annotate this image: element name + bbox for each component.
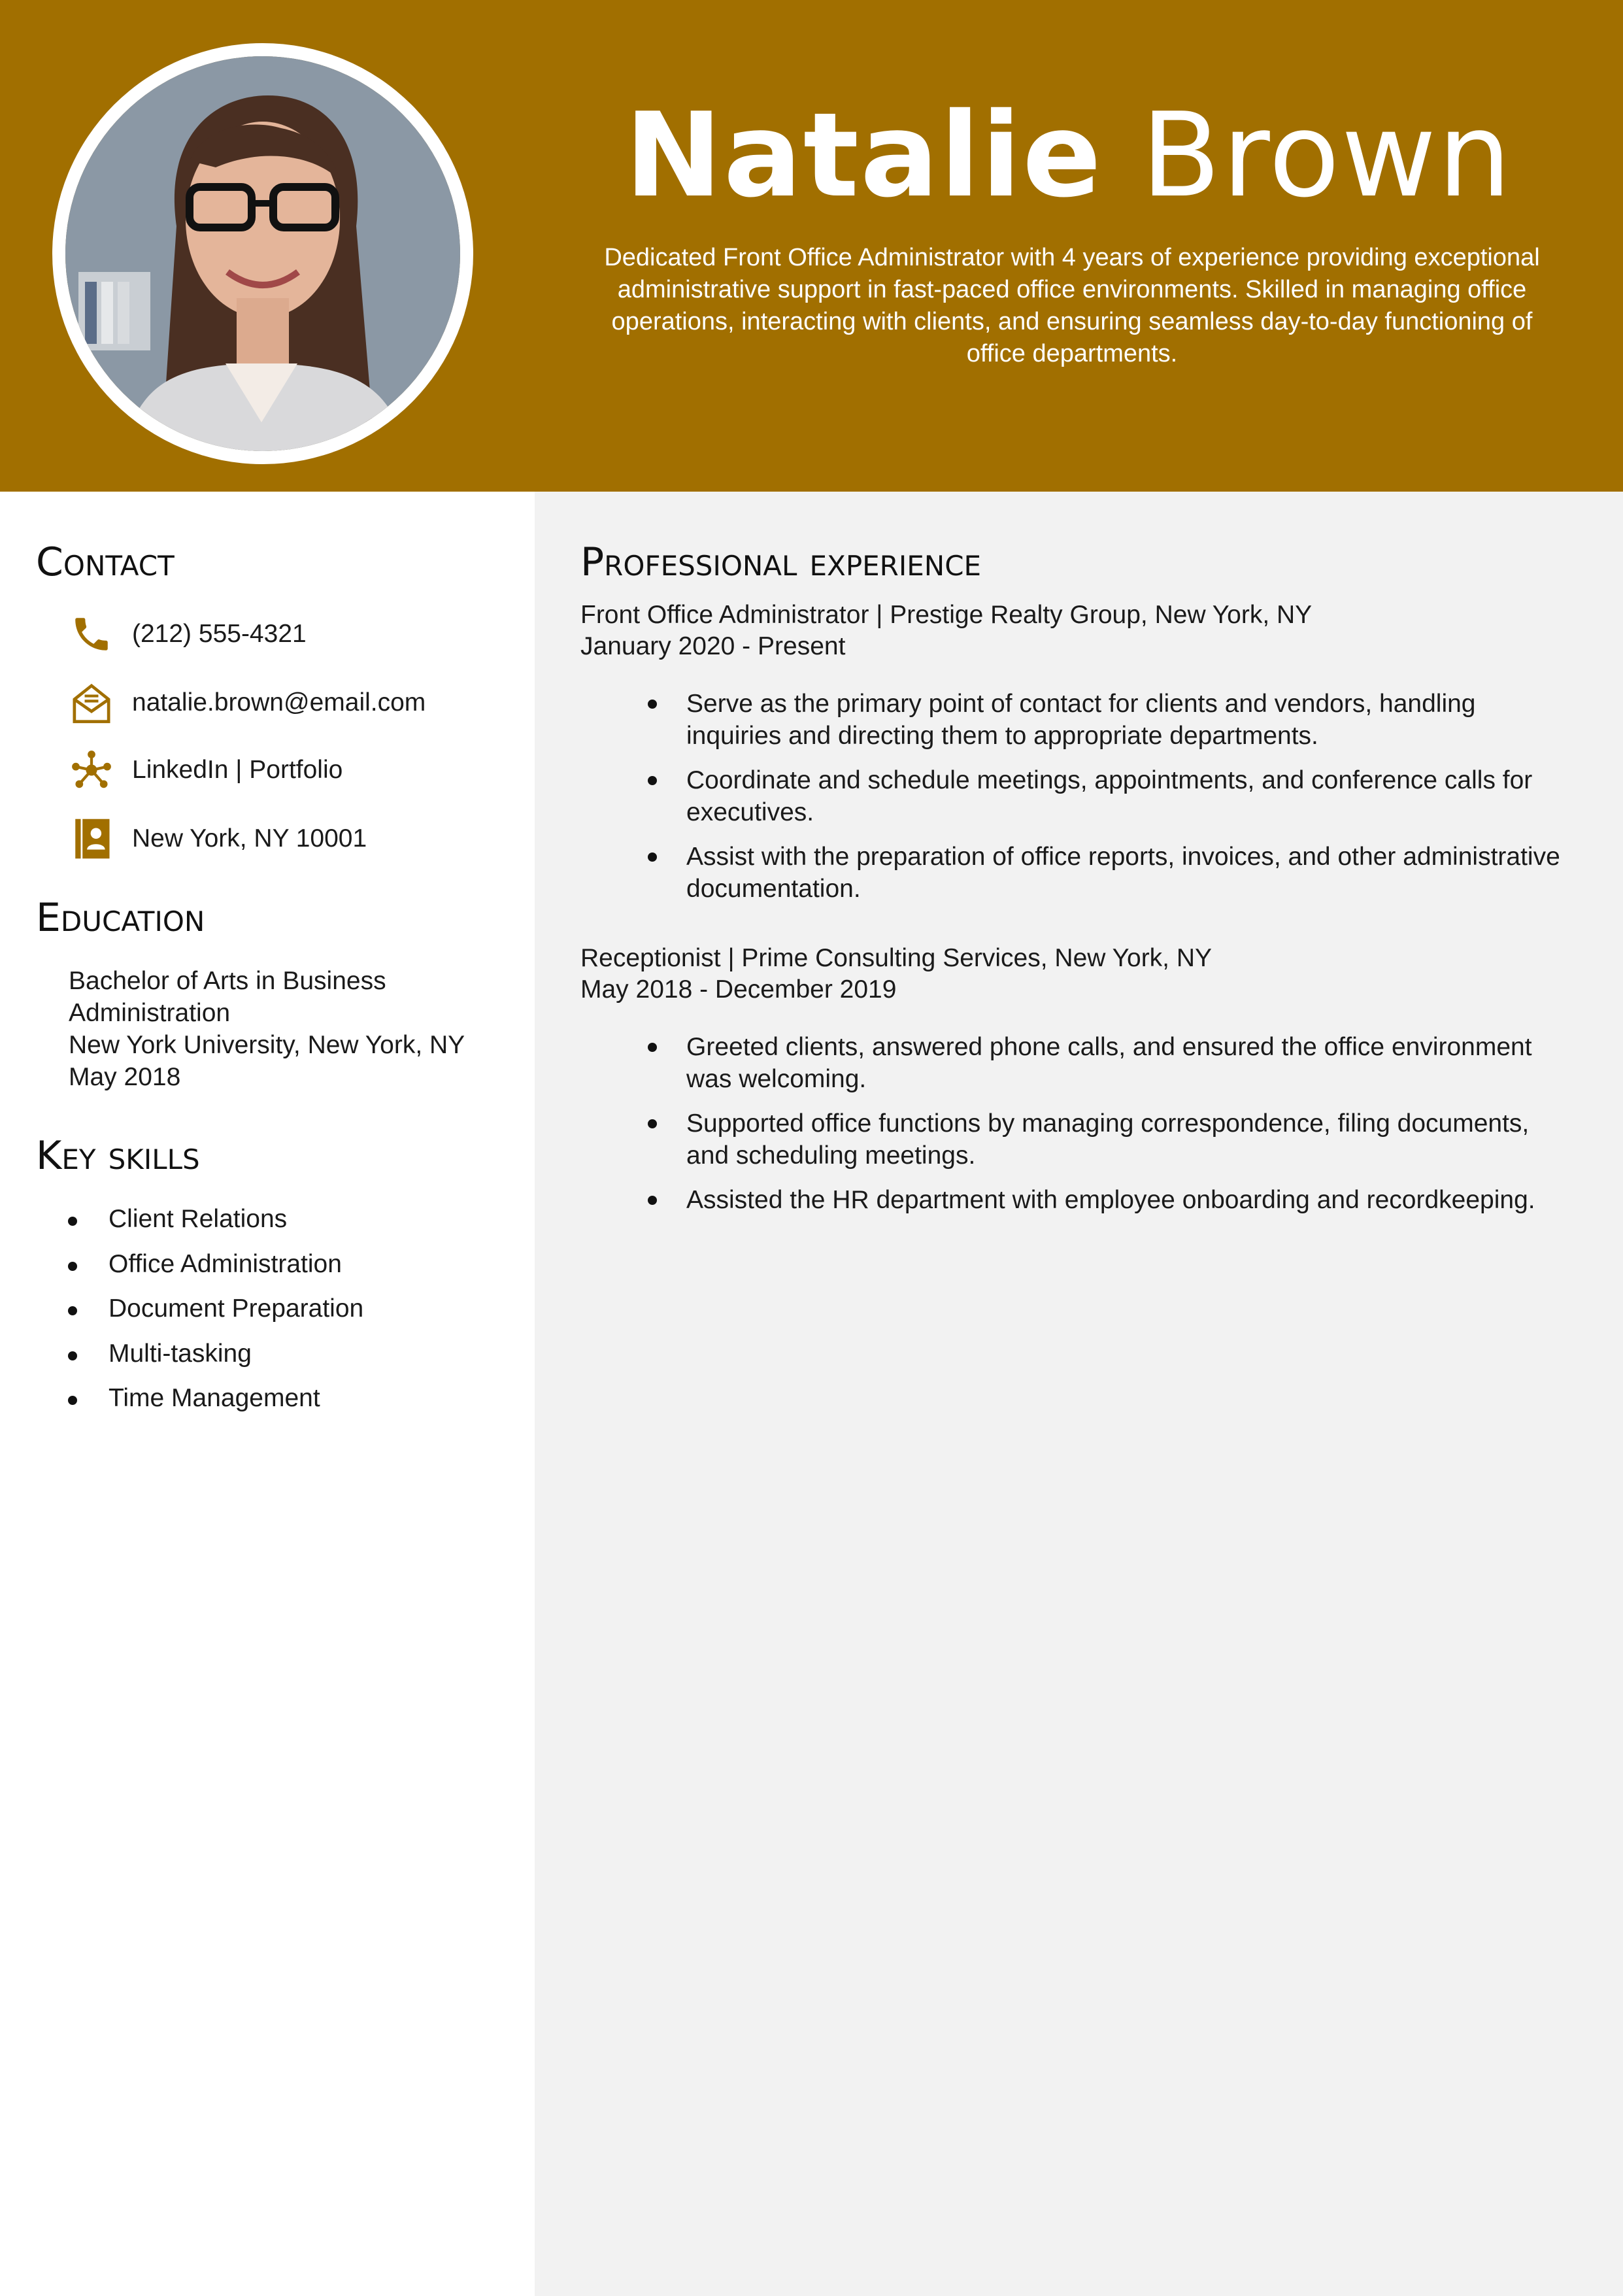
skill-item: Office Administration	[65, 1241, 363, 1287]
contact-phone	[65, 608, 307, 660]
bullet-item: Serve as the primary point of contact for clients and vendors, handling inquiries and directing them to appropriate departments.	[580, 688, 1574, 752]
skill-item: Multi-tasking	[65, 1331, 363, 1376]
experience-heading: Professional experience	[580, 539, 982, 585]
skills-heading: Key skills	[36, 1133, 200, 1179]
job-title: Receptionist | Prime Consulting Services, New York, NY	[580, 944, 1213, 972]
education-heading: Education	[36, 895, 205, 941]
profile-photo	[65, 56, 460, 451]
job-dates: May 2018 - December 2019	[580, 975, 897, 1004]
job-2-header	[580, 943, 1212, 1005]
candidate-name	[588, 84, 1549, 228]
skill-item: Document Preparation	[65, 1286, 363, 1331]
job-1-bullets	[580, 688, 1574, 905]
bullet-item: Coordinate and schedule meetings, appointments, and conference calls for executives.	[580, 764, 1574, 828]
email-icon	[65, 677, 118, 729]
skills-list	[65, 1196, 363, 1421]
bullet-item: Supported office functions by managing correspondence, filing documents, and scheduling meetings.	[580, 1107, 1574, 1172]
job-1-header	[580, 599, 1312, 662]
contact-heading: Contact	[36, 539, 175, 585]
education-entry	[69, 965, 500, 1093]
skill-item: Time Management	[65, 1376, 363, 1421]
phone-icon	[65, 608, 118, 660]
skill-item: Client Relations	[65, 1196, 363, 1241]
contact-links	[65, 744, 343, 796]
contact-email	[65, 677, 426, 729]
degree-line-1: Bachelor of Arts in Business	[69, 967, 386, 995]
first-name: Natalie	[624, 88, 1103, 223]
school: New York University, New York, NY	[69, 1031, 465, 1059]
phone-number: (212) 555-4321	[132, 620, 307, 648]
contact-location	[65, 813, 367, 865]
bullet-item: Assist with the preparation of office reports, invoices, and other administrative documentation.	[580, 841, 1574, 905]
job-2-bullets	[580, 1031, 1574, 1216]
graduation-date: May 2018	[69, 1063, 181, 1091]
profile-photo-frame	[52, 43, 473, 464]
last-name: Brown	[1141, 88, 1513, 223]
profile-summary: Dedicated Front Office Administrator with 4 years of experience providing exceptional administrative support in fast-paced office environments. Skilled in managing office operations, interacting with clients, and ensuring seamless day-to-day functioning of office departments.	[604, 244, 1540, 367]
bullet-item: Greeted clients, answered phone calls, and ensured the office environment was welcoming.	[580, 1031, 1574, 1095]
email-address[interactable]: natalie.brown@email.com	[132, 688, 426, 717]
network-icon	[65, 744, 118, 796]
job-dates: January 2020 - Present	[580, 632, 846, 660]
degree-line-2: Administration	[69, 999, 231, 1027]
linkedin-portfolio-links[interactable]: LinkedIn | Portfolio	[132, 756, 343, 784]
bullet-item: Assisted the HR department with employee onboarding and recordkeeping.	[580, 1184, 1574, 1216]
header-band	[0, 0, 1623, 492]
job-title: Front Office Administrator | Prestige Realty Group, New York, NY	[580, 601, 1313, 629]
address-book-icon	[65, 813, 118, 865]
location: New York, NY 10001	[132, 824, 367, 853]
